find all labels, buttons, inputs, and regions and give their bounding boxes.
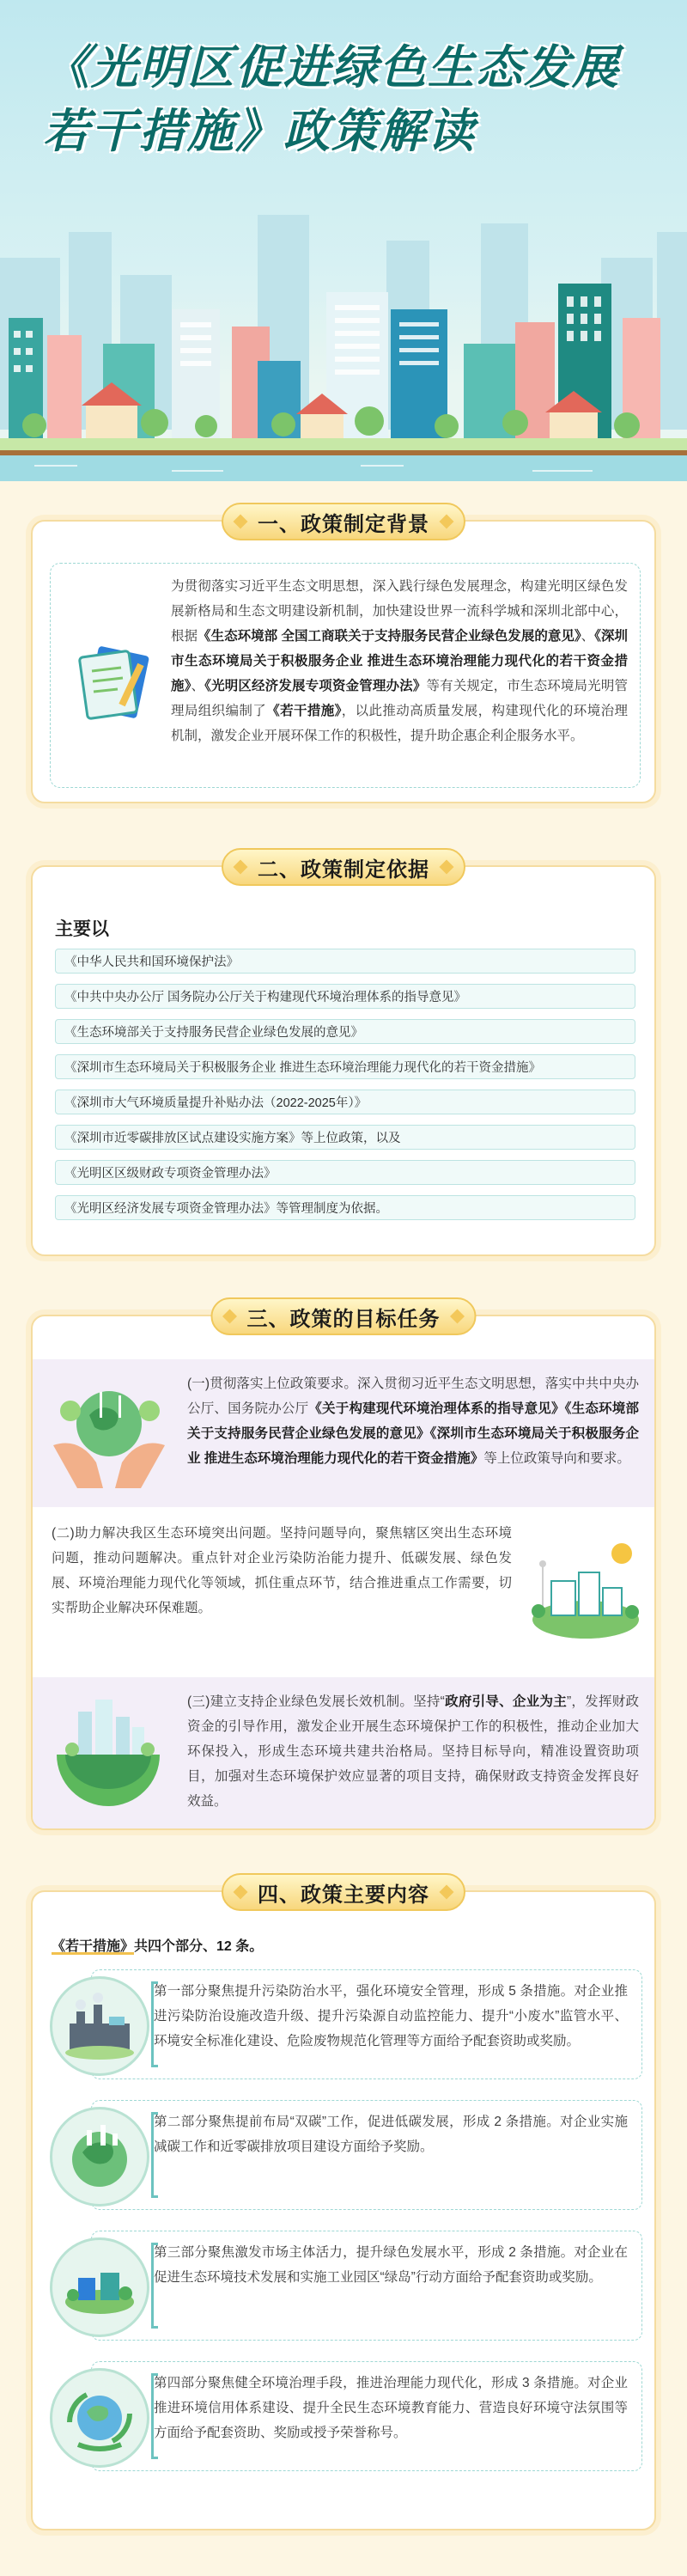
section-title-ribbon [211,1297,477,1335]
text-run: 等有关规定，市生态环境局光明管理局组织编制了 [171,679,628,718]
card-bracket [151,2112,158,2198]
cited-document: 《光明区经济发展专项资金管理办法》 [204,679,427,693]
basis-heading: 主要以 [55,919,109,939]
law-item: 《深圳市近零碳排放区试点建设实施方案》等上位政策，以及 [55,1125,635,1150]
background-text [171,574,628,748]
hands-globe-icon [45,1377,173,1497]
goal-2 [33,1507,654,1677]
goal-1-text [187,1371,639,1471]
goal-3-text [187,1689,639,1814]
goal-2-text: (二)助力解决我区生态环境突出问题。坚持问题导向，聚焦辖区突出生态环境问题，推动问题解决。重点针对企业污染防治能力提升、低碳发展、绿色发展、环境治理能力现代化等领域，抓住重点环节，结合推进重点工作需要，切实帮助企业解决环保难题。 [52,1526,512,1615]
part-1 [50,1964,642,2085]
green-landscape-icon [526,1538,646,1645]
part-card [91,2100,642,2210]
card-bracket [151,1981,158,2067]
part-2 [50,2095,642,2215]
text-run: ，以此推动高质量发展，构建现代化的环境治理机制，激发企业开展环保工作的积极性，提升助企惠企利企服务水平。 [171,704,628,743]
goal-3 [33,1677,654,1828]
part-4 [50,2356,642,2476]
section-title-ribbon [222,848,465,886]
green-island-icon [50,2237,149,2337]
section-title-ribbon [222,503,465,540]
factory-icon [50,1976,149,2076]
section-title: 三、政策的目标任务 [246,1306,441,1331]
part-card [91,1969,642,2079]
page-title [43,36,661,163]
law-item: 《深圳市生态环境局关于积极服务企业 推进生态环境治理能力现代化的若干资金措施》 [55,1054,635,1079]
section-title-ribbon [222,1873,465,1911]
key-phrase: 政府引导、企业为主 [444,1694,567,1709]
law-item: 《光明区区级财政专项资金管理办法》 [55,1160,635,1185]
eco-city-globe-icon [48,1694,168,1815]
hero-banner [0,0,687,481]
goal-1 [33,1359,654,1507]
section-title: 一、政策制定背景 [258,511,429,536]
section-goals [31,1306,656,1830]
green-earth-icon [50,2107,149,2207]
section-background [31,511,656,803]
section-basis [31,857,656,1256]
section-content [31,1882,656,2530]
content-heading [52,1935,263,1955]
part-card [91,2361,642,2471]
page-title-line-2: 若干措施》政策解读 [43,104,476,158]
card-bracket [151,2373,158,2459]
page-title-line-1: 《光明区促进绿色生态发展 [43,40,620,95]
law-item: 《深圳市大气环境质量提升补贴办法（2022-2025年）》 [55,1090,635,1114]
section-title: 二、政策制定依据 [258,857,429,882]
text-run: ”，发挥财政资金的引导作用，激发企业开展生态环境保护工作的积极性，推动企业加大环保投入，形成生态环境共建共治格局。坚持目标导向，精准设置资助项目，加强对生态环境保护效应显著的项目支持，确保财政支持资金发挥良好效益。 [187,1694,639,1809]
cited-document: 《若干措施》 [266,704,342,718]
text-run: 为贯彻落实习近平生态文明思想，深入践行绿色发展理念，构建光明区绿色发展新格局和生态文明建设新机制，加快建设世界一流科学城和深圳北部中心，根据 [171,579,628,644]
text-run: (三)建立支持企业绿色发展长效机制。坚持“ [187,1694,445,1709]
part-text: 第一部分聚焦提升污染防治水平，强化环境安全管理，形成 5 条措施。对企业推进污染防治设施改造升级、提升污染源自动监控能力、提升“小废水”监管水平、环境安全标准化建设、危险废物规范化管理等方面给予配套资助或奖励。 [154,1984,628,2048]
background-paragraph [171,574,628,748]
text-run: (一)贯彻落实上位政策要求。深入贯彻习近平生态文明思想，落实中共中央办公厅、国务院办公厅 [187,1377,639,1416]
document-clipboard-icon [68,645,157,725]
recycle-globe-icon [50,2368,149,2468]
law-item: 《生态环境部关于支持服务民营企业绿色发展的意见》 [55,1019,635,1044]
law-item: 《光明区经济发展专项资金管理办法》等管理制度为依据。 [55,1195,635,1220]
section-title: 四、政策主要内容 [258,1882,429,1907]
part-3 [50,2225,642,2346]
part-text: 第三部分聚焦激发市场主体活力，提升绿色发展水平，形成 2 条措施。对企业在促进生态环境技术发展和实施工业园区“绿岛”行动方面给予配套资助或奖励。 [154,2245,628,2285]
background-card [50,563,641,788]
part-text: 第四部分聚焦健全环境治理手段，推进治理能力现代化，形成 3 条措施。对企业推进环境信用体系建设、提升全民生态环境教育能力、营造良好环境守法氛围等方面给予配套资助、奖励或授予荣誉称号。 [154,2376,628,2440]
law-item: 《中共中央办公厅 国务院办公厅关于构建现代环境治理体系的指导意见》 [55,984,635,1009]
cited-document: 《关于构建现代环境治理体系的指导意见》《生态环境部关于支持服务民营企业绿色发展的意见》《深圳市生态环境局关于积极服务企业 推进生态环境治理能力现代化的若干资金措施》 [187,1401,639,1466]
part-text: 第二部分聚焦提前布局“双碳”工作，促进低碳发展，形成 2 条措施。对企业实施减碳工作和近零碳排放项目建设方面给予奖励。 [154,2115,628,2154]
part-card [91,2231,642,2341]
card-bracket [151,2243,158,2329]
cited-document: 《深圳市生态环境局关于积极服务企业 推进生态环境治理能力现代化的若干资金措施》 [171,629,628,693]
content-heading-doc: 《若干措施》 [52,1939,135,1954]
law-list [55,949,635,1230]
content-heading-summary: 共四个部分、12 条。 [134,1939,264,1954]
text-run: 、 [581,629,595,644]
text-run: 、 [191,679,205,693]
cited-document: 《生态环境部 全国工商联关于支持服务民营企业绿色发展的意见》 [198,629,581,644]
text-run: 等上位政策导向和要求。 [483,1451,630,1466]
law-item: 《中华人民共和国环境保护法》 [55,949,635,974]
